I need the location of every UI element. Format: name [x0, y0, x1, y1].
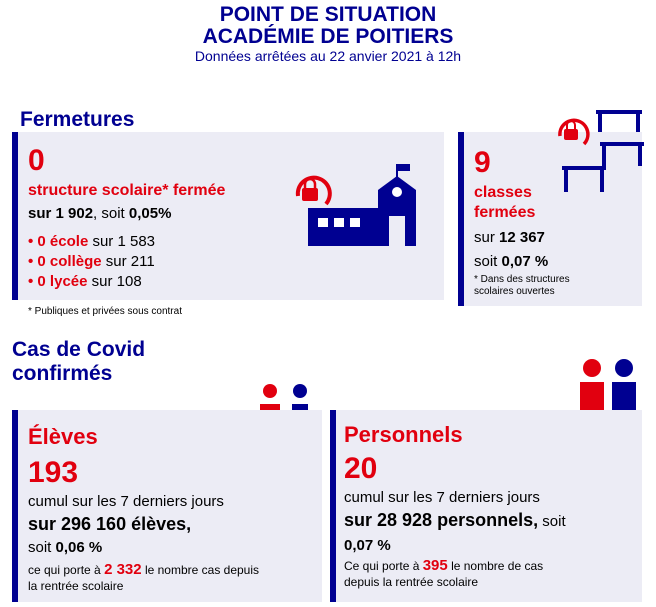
structures-list: [28, 232, 155, 292]
eleves-cumul: cumul sur les 7 derniers jours: [28, 493, 224, 510]
personnels-count: 20: [344, 452, 378, 485]
personnels-total: sur 28 928 personnels, soit: [344, 510, 566, 530]
eleves-count: 193: [28, 456, 79, 489]
eleves-card: [12, 410, 322, 602]
lock-icon: [560, 120, 588, 144]
desks-lock-icon: [552, 106, 652, 196]
school-lock-icon: [288, 160, 428, 260]
page-subtitle: Données arrêtées au 22 anvier 2021 à 12h: [194, 48, 462, 64]
fermetures-heading: Fermetures: [20, 108, 135, 131]
classes-percent: soit 0,07 %: [474, 253, 549, 270]
eleves-label: Élèves: [28, 424, 98, 449]
classes-label-1: classes: [474, 184, 532, 201]
personnels-label: Personnels: [344, 422, 463, 447]
structures-total: sur 1 902, soit 0,05%: [28, 205, 172, 222]
personnels-percent: 0,07 %: [344, 537, 391, 554]
page-header: [0, 4, 656, 64]
classes-total: sur 12 367: [474, 229, 545, 246]
structures-label: structure scolaire* fermée: [28, 182, 226, 199]
page-title-line2: ACADÉMIE DE POITIERS: [202, 25, 454, 48]
structures-card: [12, 132, 444, 317]
list-item: • 0 collège sur 211: [28, 253, 155, 270]
classes-label-2: fermées: [474, 204, 536, 221]
personnels-since: Ce qui porte à 395 le nombre de cas depuis la rentrée scolaire: [344, 557, 544, 589]
personnels-cumul: cumul sur les 7 derniers jours: [344, 489, 540, 506]
covid-heading-1: Cas de Covid: [12, 338, 146, 361]
page-title-line1: POINT DE SITUATION: [219, 3, 437, 26]
eleves-total: sur 296 160 élèves,: [28, 514, 192, 534]
classes-footnote-2: scolaires ouvertes: [474, 286, 555, 297]
structures-count: 0: [28, 144, 45, 177]
list-item: • 0 lycée sur 108: [28, 273, 142, 290]
list-item: • 0 école sur 1 583: [28, 233, 156, 250]
lock-icon: [298, 178, 330, 204]
classes-footnote-1: * Dans des structures: [474, 274, 570, 285]
covid-heading-2: confirmés: [12, 362, 113, 385]
classes-count: 9: [474, 146, 491, 179]
eleves-percent: soit 0,06 %: [28, 539, 103, 556]
structures-footnote: * Publiques et privées sous contrat: [28, 306, 182, 317]
eleves-since: ce qui porte à 2 332 le nombre cas depuis la rentrée scolaire: [28, 561, 260, 593]
personnels-card: [330, 410, 642, 602]
